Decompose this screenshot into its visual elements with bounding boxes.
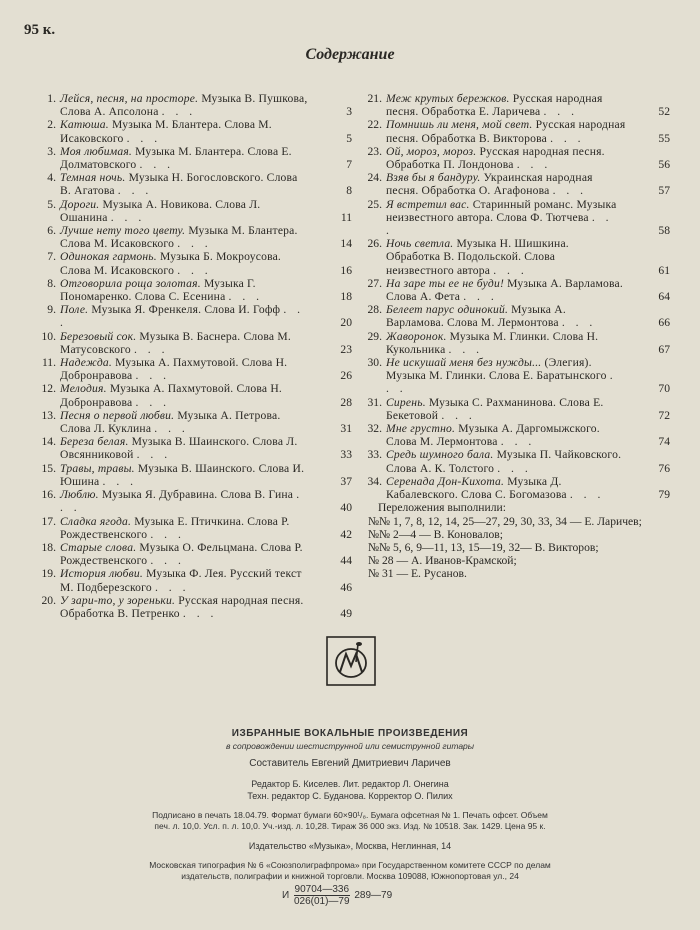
entry-page: 26 <box>340 369 352 383</box>
performer-line: №№ 2—4 — В. Коновалов; <box>368 527 503 541</box>
entry-number: 24. <box>367 171 382 185</box>
entry-page: 76 <box>658 461 670 475</box>
entry-number: 34. <box>367 474 382 488</box>
leader-dots: . . . <box>136 448 172 462</box>
toc-entry <box>360 92 670 118</box>
code-prefix: И <box>282 890 290 902</box>
entry-page: 58 <box>658 224 670 238</box>
leader-dots: . . . <box>102 474 138 488</box>
typography-line-1: Московская типография № 6 «Союзполиграфпрома» при Государственном комитете СССР по делам <box>149 860 551 870</box>
entry-number: 18. <box>41 540 56 554</box>
entry-page: 11 <box>340 210 352 224</box>
entry-text <box>60 382 308 408</box>
entry-text <box>60 330 308 356</box>
toc-entry <box>34 356 352 382</box>
entry-title: Старые слова. <box>60 540 137 554</box>
entry-number: 19. <box>41 567 56 581</box>
entry-page: 49 <box>340 606 352 620</box>
entry-credits: Музыка М. Блантера. Слова М. Исаковского <box>60 224 298 251</box>
entry-credits: Музыка Я. Френкеля. Слова И. Гофф <box>91 303 281 317</box>
leader-dots: . . . <box>228 290 264 304</box>
toc-entry <box>360 422 670 448</box>
entry-text <box>386 356 626 396</box>
leader-dots: . . . <box>386 210 613 238</box>
entry-text <box>386 171 626 197</box>
leader-dots: . . . <box>497 461 532 475</box>
entry-credits: Русская народная песня. Обработка В. Викторова <box>386 118 626 145</box>
entry-number: 32. <box>367 422 382 436</box>
entry-credits: Музыка А. Варламова. Слова М. Лермонтова <box>386 303 566 330</box>
entry-page: 8 <box>346 184 352 198</box>
entry-page: 7 <box>346 158 352 172</box>
toc-entry <box>34 462 352 488</box>
entry-page: 74 <box>658 435 670 449</box>
toc-entry <box>34 594 352 620</box>
toc-entry <box>360 171 670 197</box>
entry-credits: Музыка Ф. Лея. Русский текст М. Подберезского <box>60 567 302 594</box>
entry-page: 33 <box>340 448 352 462</box>
entry-credits: Музыка Н. Богословского. Слова В. Агатова <box>60 171 298 198</box>
editors-line-2: Техн. редактор С. Буданова. Корректор О. Пилих <box>247 791 453 801</box>
entry-title: Дороги. <box>60 197 100 211</box>
entry-credits: Музыка А. Пахмутовой. Слова Н. Добронравова <box>60 382 283 409</box>
entry-credits: Музыка А. Даргомыжского. Слова М. Лермонтова <box>386 422 600 449</box>
toc-entry <box>34 92 352 118</box>
entry-number: 29. <box>367 329 382 343</box>
performers-heading: Переложения выполнили: <box>378 501 506 515</box>
entry-credits: Музыка С. Рахманинова. Слова Е. Бекетовой <box>386 395 604 422</box>
entry-text <box>386 237 626 277</box>
entry-page: 42 <box>340 527 352 541</box>
entry-text <box>60 250 308 276</box>
entry-number: 16. <box>41 488 56 502</box>
toc-entry <box>360 145 670 171</box>
entry-credits: Музыка В. Шаинского. Слова И. Юшина <box>60 461 305 488</box>
leader-dots: . . . <box>161 105 197 119</box>
entry-text <box>386 92 626 118</box>
leader-dots: . . . <box>550 131 585 145</box>
entry-title: Катюша. <box>60 118 109 132</box>
toc-entry <box>34 118 352 144</box>
entry-number: 1. <box>47 92 56 105</box>
entry-text <box>60 409 308 435</box>
leader-dots: . . . <box>543 105 578 119</box>
book-title: ИЗБРАННЫЕ ВОКАЛЬНЫЕ ПРОИЗВЕДЕНИЯ <box>231 728 469 739</box>
entry-title: Березовый сок. <box>60 329 137 343</box>
entry-title: Сладка ягода. <box>60 514 132 528</box>
entry-number: 22. <box>367 118 382 132</box>
entry-page: 18 <box>340 290 352 304</box>
entry-title: Сирень. <box>386 395 426 409</box>
page-title: Содержание <box>305 46 395 63</box>
entry-credits: Музыка В. Пушкова, Слова А. Апсолона <box>60 92 308 119</box>
entry-title: Белеет парус одинокий. <box>386 303 509 317</box>
toc-entry <box>360 396 670 422</box>
leader-dots: . . . <box>126 131 162 145</box>
toc-entry <box>34 250 352 276</box>
entry-credits: Музыка А. Варламова. Слова А. Фета <box>386 276 623 304</box>
leader-dots: . . . <box>500 435 536 449</box>
entry-page: 61 <box>658 263 670 277</box>
entry-page: 14 <box>340 237 352 251</box>
entry-credits: Музыка М. Блантера. Слова М. Исаковского <box>60 118 272 145</box>
entry-number: 26. <box>367 237 382 251</box>
compiler: Составитель Евгений Дмитриевич Ларичев <box>249 758 451 769</box>
entry-page: 57 <box>658 184 670 198</box>
toc-entry <box>34 198 352 224</box>
entry-text <box>60 118 308 144</box>
toc-column-left <box>34 92 352 620</box>
leader-dots: . . . <box>552 184 588 198</box>
entry-page: 3 <box>346 105 352 119</box>
entry-page: 56 <box>658 158 670 172</box>
entry-title: Темная ночь. <box>60 171 126 185</box>
toc-entry <box>34 145 352 171</box>
entry-text <box>60 356 308 382</box>
entry-page: 72 <box>658 408 670 422</box>
entry-credits: Музыка А. Пахмутовой. Слова Н. Добронравова <box>60 356 288 383</box>
leader-dots: . . . <box>441 408 476 422</box>
entry-number: 11. <box>41 356 56 370</box>
entry-number: 17. <box>41 514 56 528</box>
performer-line: № 31 — Е. Русанов. <box>368 567 467 581</box>
entry-number: 12. <box>41 382 56 396</box>
entry-text <box>60 594 308 620</box>
toc-entry <box>34 541 352 567</box>
toc-entry <box>34 277 352 303</box>
entry-text <box>60 515 308 541</box>
entry-text <box>60 224 308 250</box>
entry-title: Мелодия. <box>60 382 107 396</box>
entry-page: 46 <box>340 580 352 594</box>
toc-entry <box>34 409 352 435</box>
entry-title: Лучше нету того цвету. <box>60 224 186 238</box>
entry-text <box>60 171 308 197</box>
entry-text <box>60 541 308 567</box>
entry-text <box>386 396 626 422</box>
entry-title: Мне грустно. <box>386 422 456 436</box>
editors-line-1: Редактор Б. Киселев. Лит. редактор Л. Онегина <box>251 779 449 789</box>
toc-entry <box>34 488 352 514</box>
toc-entry <box>34 515 352 541</box>
entry-credits: Музыка Е. Птичкина. Слова Р. Рождественского <box>60 514 290 541</box>
entry-title: На заре ты ее не буди! <box>386 276 505 290</box>
entry-number: 13. <box>41 408 56 422</box>
entry-text <box>60 567 308 593</box>
publisher-logo-icon <box>326 636 376 686</box>
entry-number: 31. <box>367 395 382 409</box>
entry-title: Береза белая. <box>60 435 129 449</box>
entry-title: Жаворонок. <box>386 329 447 343</box>
leader-dots: . . . <box>139 158 175 172</box>
entry-text <box>386 475 626 501</box>
toc-entry <box>34 224 352 250</box>
book-subtitle: в сопровождении шестиструнной или семиструнной гитары <box>225 741 475 751</box>
entry-text <box>386 303 626 329</box>
leader-dots: . . . <box>463 290 498 304</box>
entry-title: Моя любимая. <box>60 144 133 158</box>
leader-dots: . . . <box>150 554 185 568</box>
performer-line: №№ 5, 6, 9—11, 13, 15—19, 32— В. Викторов; <box>368 540 599 554</box>
entry-title: Не искушай меня без нужды... <box>386 356 542 370</box>
toc-entry <box>360 303 670 329</box>
entry-text <box>60 488 308 514</box>
entry-title: Песня о первой любви. <box>60 408 175 422</box>
entry-title: Взяв бы я бандуру. <box>386 171 481 185</box>
entry-title: Лейся, песня, на просторе. <box>60 92 199 105</box>
leader-dots: . . . <box>150 527 185 541</box>
entry-title: Средь шумного бала. <box>386 448 494 462</box>
toc-column-right <box>360 92 670 581</box>
leader-dots: . . . <box>493 263 528 277</box>
entry-number: 33. <box>367 448 382 462</box>
entry-number: 10. <box>41 329 56 343</box>
entry-number: 15. <box>41 461 56 475</box>
entry-page: 64 <box>658 290 670 304</box>
entry-text <box>386 448 626 474</box>
entry-number: 30. <box>367 356 382 370</box>
leader-dots: . . . <box>177 237 212 251</box>
entry-number: 23. <box>367 144 382 158</box>
leader-dots: . . . <box>135 369 171 383</box>
entry-text <box>386 145 626 171</box>
entry-title: У зари-то, у зореньки. <box>60 593 176 607</box>
entry-page: 44 <box>340 554 352 568</box>
toc-entry <box>360 448 670 474</box>
entry-title: Травы, травы. <box>60 461 135 475</box>
entry-text <box>386 277 626 303</box>
publisher: Издательство «Музыка», Москва, Неглинная, 14 <box>248 841 452 851</box>
entry-title: Я встретил вас. <box>386 197 470 211</box>
toc-entry <box>360 475 670 501</box>
leader-dots: . . . <box>561 316 597 330</box>
leader-dots: . . . <box>135 395 171 409</box>
entry-credits: Музыка Н. Шишкина. Обработка В. Подольской. Слова неизвестного автора <box>386 237 569 277</box>
leader-dots: . . . <box>516 158 552 172</box>
toc-entry <box>34 171 352 197</box>
entry-page: 37 <box>340 474 352 488</box>
leader-dots: . . . <box>60 303 305 330</box>
toc-entry <box>360 237 670 277</box>
entry-text <box>60 92 308 118</box>
leader-dots: . . . <box>110 210 146 224</box>
entry-credits: Музыка Г. Пономаренко. Слова С. Есенина <box>60 276 256 304</box>
entry-number: 25. <box>367 197 382 211</box>
entry-page: 40 <box>340 501 352 515</box>
entry-credits: Музыка П. Чайковского. Слова А. К. Толстого <box>386 448 622 475</box>
entry-page: 16 <box>340 263 352 277</box>
leader-dots: . . . <box>177 263 212 277</box>
entry-credits: Музыка А. Новикова. Слова Л. Ошанина <box>60 197 261 224</box>
leader-dots: . . . <box>182 606 218 620</box>
entry-credits: Музыка М. Глинки. Слова Н. Кукольника <box>386 329 599 356</box>
entry-page: 55 <box>658 131 670 145</box>
entry-credits: (Элегия). Музыка М. Глинки. Слова Е. Баратынского <box>386 356 607 383</box>
entry-text <box>60 277 308 303</box>
performer-line: № 28 — А. Иванов-Крамской; <box>368 554 517 568</box>
toc-entry <box>360 198 670 238</box>
entry-number: 6. <box>47 224 56 238</box>
leader-dots: . . . <box>386 369 617 396</box>
code-denominator: 026(01)—79 <box>293 896 350 907</box>
entry-text <box>386 198 626 238</box>
entry-page: 67 <box>658 342 670 356</box>
entry-number: 3. <box>47 144 56 158</box>
entry-credits: Музыка Б. Мокроусова. Слова М. Исаковского <box>60 250 282 277</box>
entry-credits: Старинный романс. Музыка неизвестного автора. Слова Ф. Тютчева <box>386 197 617 224</box>
entry-title: Одинокая гармонь. <box>60 250 157 264</box>
entry-number: 2. <box>47 118 56 132</box>
entry-credits: Музыка А. Петрова. Слова Л. Куклина <box>60 408 281 436</box>
entry-page: 52 <box>658 105 670 119</box>
leader-dots: . . . <box>448 342 484 356</box>
entry-title: Люблю. <box>60 488 99 502</box>
entry-text <box>60 145 308 171</box>
entry-title: История любви. <box>60 567 144 581</box>
entry-credits: Музыка В. Шаинского. Слова Л. Овсянниковой <box>60 435 298 462</box>
entry-title: Надежда. <box>60 356 112 370</box>
entry-credits: Украинская народная песня. Обработка О. Агафонова <box>386 171 593 198</box>
entry-number: 20. <box>41 593 56 607</box>
entry-number: 9. <box>47 303 56 317</box>
typography-line-2: издательств, полиграфии и книжной торговли. Москва 109088, Южнопортовая ул., 24 <box>181 871 519 881</box>
price-label: 95 к. <box>24 22 56 38</box>
toc-entry <box>360 356 670 396</box>
entry-title: Поле. <box>60 303 89 317</box>
entry-page: 5 <box>346 131 352 145</box>
toc-entry <box>34 303 352 329</box>
leader-dots: . . . <box>117 184 153 198</box>
entry-credits: Музыка Я. Дубравина. Слова В. Гина <box>101 488 294 502</box>
toc-entry <box>34 382 352 408</box>
entry-credits: Музыка М. Блантера. Слова Е. Долматовского <box>60 144 292 172</box>
entry-page: 20 <box>340 316 352 330</box>
toc-entry <box>360 277 670 303</box>
entry-page: 23 <box>340 342 352 356</box>
entry-page: 70 <box>658 382 670 396</box>
entry-page: 66 <box>658 316 670 330</box>
performer-line: №№ 1, 7, 8, 12, 14, 25—27, 29, 30, 33, 34 — Е. Ларичев; <box>368 514 642 528</box>
code-numerator: 90704—336 <box>294 884 350 895</box>
entry-text <box>60 198 308 224</box>
entry-page: 31 <box>340 422 352 436</box>
entry-number: 21. <box>367 92 382 105</box>
leader-dots: . . . <box>154 580 190 594</box>
entry-number: 7. <box>47 250 56 264</box>
entry-text <box>386 422 626 448</box>
entry-text <box>60 462 308 488</box>
entry-title: Отговорила роща золотая. <box>60 276 201 290</box>
entry-number: 4. <box>47 171 56 185</box>
leader-dots: . . . <box>569 488 605 502</box>
entry-title: Серенада Дон-Кихота. <box>386 474 505 488</box>
entry-number: 14. <box>41 435 56 449</box>
catalog-code <box>282 884 392 907</box>
leader-dots: . . . <box>60 488 304 515</box>
print-info-line-1: Подписано в печать 18.04.79. Формат бумаги 60×90¹/₈. Бумага офсетная № 1. Печать офсет. Объем <box>152 810 548 820</box>
entry-text <box>386 118 626 144</box>
toc-entry <box>360 330 670 356</box>
entry-title: Помнишь ли меня, мой свет. <box>386 118 533 132</box>
toc-entry <box>34 330 352 356</box>
toc-entry <box>34 567 352 593</box>
entry-credits: Русская народная песня. Обработка Е. Ларичева <box>386 92 603 119</box>
entry-text <box>60 303 308 329</box>
entry-credits: Музыка В. Баснера. Слова М. Матусовского <box>60 329 291 356</box>
entry-number: 5. <box>47 197 56 211</box>
entry-title: Ой, мороз, мороз. <box>386 144 477 158</box>
entry-credits: Музыка Д. Кабалевского. Слова С. Богомазова <box>386 474 567 502</box>
leader-dots: . . . <box>154 422 189 436</box>
toc-entry <box>360 118 670 144</box>
entry-number: 28. <box>367 303 382 317</box>
print-info-line-2: печ. л. 10,0. Усл. п. л. 10,0. Уч.-изд. л. 10,28. Тираж 36 000 экз. Изд. № 10518. Зак. 1429. Цена 95 к. <box>154 821 546 831</box>
entry-text <box>386 330 626 356</box>
entry-number: 27. <box>367 276 382 290</box>
entry-credits: Музыка О. Фельцмана. Слова Р. Рождественского <box>60 540 303 568</box>
entry-credits: Русская народная песня. Обработка П. Лондонова <box>386 144 605 172</box>
entry-page: 79 <box>658 488 670 502</box>
code-suffix: 289—79 <box>354 890 393 902</box>
entry-page: 28 <box>340 395 352 409</box>
entry-title: Меж крутых бережков. <box>386 92 510 105</box>
entry-credits: Русская народная песня. Обработка В. Петренко <box>60 593 304 620</box>
leader-dots: . . . <box>133 342 169 356</box>
imprint-block <box>0 728 700 882</box>
entry-title: Ночь светла. <box>386 237 454 251</box>
entry-number: 8. <box>47 276 56 290</box>
entry-text <box>60 435 308 461</box>
toc-entry <box>34 435 352 461</box>
